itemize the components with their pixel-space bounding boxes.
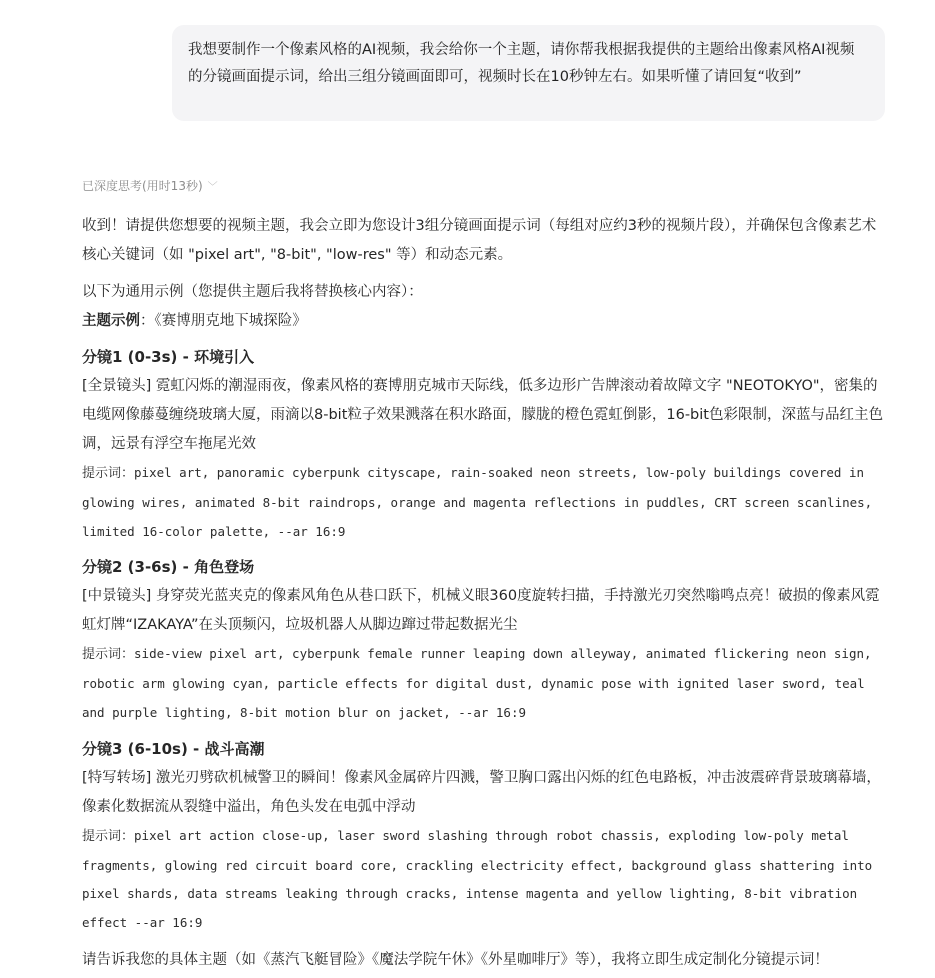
shot-prompt xyxy=(82,822,890,938)
theme-value: 《赛博朋克地下城探险》 xyxy=(154,313,307,329)
prompt-label: 提示词： xyxy=(82,828,135,844)
shot-prompt xyxy=(82,459,890,546)
shot-title: 分镜2 (3-6s) - 角色登场 xyxy=(82,558,255,577)
shot-title: 分镜1 (0-3s) - 环境引入 xyxy=(82,348,255,366)
shot-block xyxy=(82,343,890,546)
example-intro: 以下为通用示例（您提供主题后我将替换核心内容）： xyxy=(82,284,423,300)
answer-intro: 收到！请提供您想要的视频主题，我会立即为您设计3组分镜画面提示词（每组对应约3秒的视频片段），并确保包含像素艺术核心关键词（如 "pixel art", "8-bit", "low-res" 等）和动态元素。 xyxy=(82,218,877,263)
shot-block xyxy=(82,735,890,938)
shot-description: [特写转场] 激光刃劈砍机械警卫的瞬间！像素风金属碎片四溅，警卫胸口露出闪烁的红色电路板，冲击波震碎背景玻璃幕墙，像素化数据流从裂缝中溢出，角色头发在电弧中浮动 xyxy=(82,769,881,815)
assistant-answer xyxy=(82,212,890,975)
chevron-down-icon: ﹀ xyxy=(207,182,218,193)
shot-prompt xyxy=(82,640,890,727)
prompt-label: 提示词： xyxy=(82,647,135,663)
theme-colon: ： xyxy=(140,313,155,329)
user-message-text: 我想要制作一个像素风格的AI视频，我会给你一个主题，请你帮我根据我提供的主题给出像素风格AI视频的分镜画面提示词，给出三组分镜画面即可，视频时长在10秒钟左右。如果听懂了请回复“收到” xyxy=(188,42,855,85)
closing-text: 请告诉我您的具体主题（如《蒸汽飞艇冒险》《魔法学院午休》《外星咖啡厅》等），我将立即生成定制化分镜提示词！ xyxy=(82,951,829,968)
theme-line xyxy=(82,307,890,336)
shot-title: 分镜3 (6-10s) - 战斗高潮 xyxy=(82,739,265,758)
prompt-text: pixel art action close-up, laser sword slashing through robot chassis, exploding low-poly metal fragments, glowing red circuit board core, crackling electricity effect, background glass shattering into pixel shards, data streams leaking through cracks, intense magenta and yellow lighting, 8-bit vibration effect --ar 16:9 xyxy=(82,827,873,931)
prompt-text: pixel art, panoramic cyberpunk cityscape, rain-soaked neon streets, low-poly buildings covered in glowing wires, animated 8-bit raindrops, orange and magenta reflections in puddles, CRT screen scanlines, limited 16-color palette, --ar 16:9 xyxy=(82,465,873,539)
prompt-text: side-view pixel art, cyberpunk female runner leaping down alleyway, animated flickering neon sign, robotic arm glowing cyan, particle effects for digital dust, dynamic pose with ignited laser sword, teal and purple lighting, 8-bit motion blur on jacket, --ar 16:9 xyxy=(82,646,872,720)
thinking-label: 已深度思考(用时13秒) xyxy=(82,179,203,193)
shot-description: [中景镜头] 身穿荧光蓝夹克的像素风角色从巷口跃下，机械义眼360度旋转扫描，手持激光刃突然嗡鸣点亮！破损的像素风霓虹灯牌“IZAKAYA”在头顶频闪，垃圾机器人从脚边蹿过带起数据光尘 xyxy=(82,588,880,634)
shot-block xyxy=(82,553,890,727)
deep-thinking-toggle[interactable] xyxy=(82,175,218,199)
prompt-label: 提示词： xyxy=(82,466,135,481)
shot-description: [全景镜头] 霓虹闪烁的潮湿雨夜，像素风格的赛博朋克城市天际线，低多边形广告牌滚动着故障文字 "NEOTOKYO"，密集的电缆网像藤蔓缠绕玻璃大厦，雨滴以8-bit粒子效果溅落在积水路面，朦胧的橙色霓虹倒影，16-bit色彩限制，深蓝与品红主色调，远景有浮空车拖尾光效 xyxy=(82,378,883,452)
theme-label: 主题示例 xyxy=(82,313,140,329)
user-message-bubble xyxy=(172,25,885,121)
